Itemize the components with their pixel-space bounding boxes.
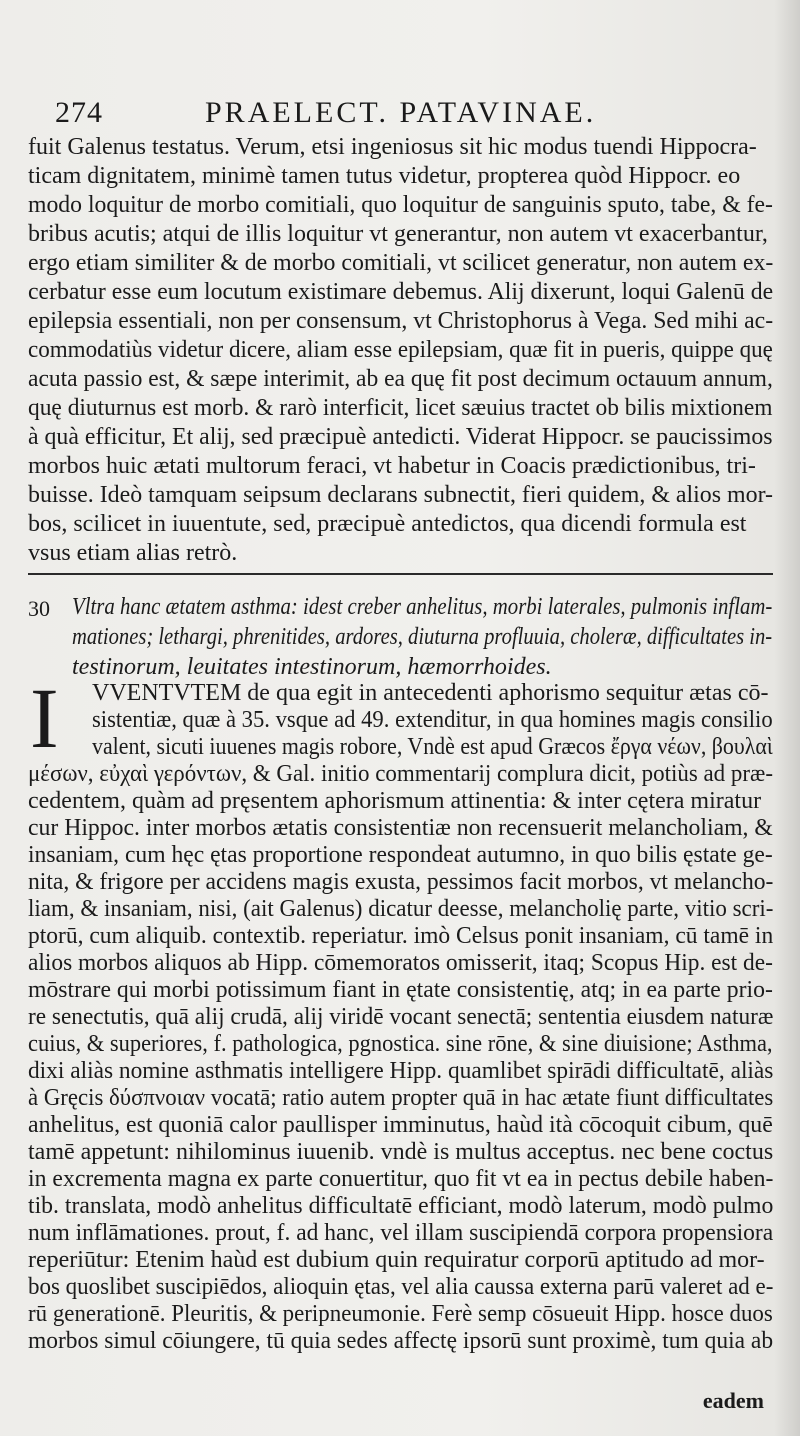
text-line: bos quoslibet suscipiēdos, alioquin ętas, vel alia caussa externa parū valeret ad e- [28,1274,774,1300]
text-line: insaniam, cum hęc ętas proportione respondeat autumno, in quo bilis ęstate ge- [28,842,773,868]
text-line: liam, & insaniam, nisi, (ait Galenus) dicatur deesse, melancholię parte, vitio scri- [28,896,774,922]
drop-cap-initial: I [30,670,59,766]
text-line: num inflāmationes. prout, f. ad hanc, vel illam suscipiendā corpora propensiora [28,1220,774,1246]
aphorism-line: testinorum, leuitates intestinorum, hæmorrhoides. [72,654,552,680]
text-line: nita, & frigore per accidens magis exusta, pessimos facit morbos, vt melancho- [28,869,774,895]
aphorism-line: mationes; lethargi, phrenitides, ardores, diuturna profluuia, choleræ, difficultates in- [72,624,773,650]
text-line: fuit Galenus testatus. Verum, etsi ingeniosus sit hic modus tuendi Hippocra- [28,134,757,160]
text-line: dixi aliàs nomine asthmatis intelligere Hipp. quamlibet spirādi difficultatē, aliàs [28,1058,774,1084]
text-line: bribus acutis; atqui de illis loquitur vt generantur, non autem vt exacerbantur, [28,221,768,247]
text-line: anhelitus, est quoniā calor paullisper imminutus, haùd ità cōcoquit cibum, quē [28,1112,773,1138]
text-line: ptorū, cum aliquib. contextib. reperiatur. imò Celsus ponit insaniam, cū tamē in [28,923,774,949]
catchword: eadem [702,1388,764,1413]
text-line: quę diuturnus est morb. & rarò interficit, licet sæuius tractet ob bilis mixtionem [28,395,773,421]
text-line: re senectutis, quā alij crudā, alij viridē vocant senectā; sententia eiusdem naturæ [28,1004,774,1030]
text-line: ergo etiam similiter & de morbo comitiali, vt scilicet generatur, non autem ex- [28,250,774,276]
text-line: commodatiùs videtur dicere, aliam esse epilepsiam, quæ fit in pueris, quippe quę [28,337,773,363]
text-line: tib. translata, modò anhelitus difficultatē efficiant, modò laterum, modò pulmo [28,1193,774,1219]
text-line: morbos simul cōiungere, tū quia sedes affectę ipsorū sunt proximè, tum quia ab [28,1328,774,1354]
aphorism-number: 30 [28,596,50,621]
text-line: epilepsia essentiali, non per consensum, vt Christophorus à Vega. Sed mihi ac- [28,308,774,334]
section-divider [28,573,773,575]
text-line: acuta passio est, & sæpe interimit, ab ea quę fit post decimum octauum annum, [28,366,773,392]
text-line: cedentem, quàm ad pręsentem aphorismum attinentia: & inter cętera miratur [28,788,762,814]
text-line: cerbatur esse eum locutum existimare debemus. Alij dixerunt, loqui Galenū de [28,279,774,305]
text-line: vsus etiam alias retrò. [28,540,238,566]
text-line: VVENTVTEM de qua egit in antecedenti aphorismo sequitur ætas cō- [92,680,769,706]
text-line: à quà efficitur, Et alij, sed præcipuè antedicti. Viderat Hippocr. se paucissimos [28,424,773,450]
text-line: sistentiæ, quæ à 35. vsque ad 49. extenditur, in qua homines magis consilio [92,707,773,733]
text-line: in excrementa magna ex parte conuertitur, quo fit vt ea in pectus debile haben- [28,1166,774,1192]
text-line: tamē appetunt: nihilominus iuuenib. vndè is multus acceptus. nec bene coctus [28,1139,774,1165]
text-line: cuius, & superiores, f. pathologica, pgnostica. sine rōne, & sine diuisione; Asthma, [28,1031,773,1057]
running-title: PRAELECT. PATAVINAE. [205,96,597,129]
page-number: 274 [55,96,103,129]
text-line: ticam dignitatem, minimè tamen tutus videtur, propterea quòd Hippocr. eo [28,163,741,189]
text-line: modo loquitur de morbo comitiali, quo loquitur de sanguinis sputo, tabe, & fe- [28,192,773,218]
text-line: morbos huic ætati multorum feraci, vt habetur in Coacis prædictionibus, tri- [28,453,756,479]
text-line: alios morbos aliquos ab Hipp. cōmemoratos omisserit, itaq; Scopus Hip. est de- [28,950,773,976]
text-line: reperiūtur: Etenim haùd est dubium quin requiratur corporū aptitudo ad mor- [28,1247,765,1273]
page-header [55,96,775,136]
text-line: μέσων, εὐχαὶ γερόντων, & Gal. initio commentarij complura dicit, potiùs ad præ- [28,761,773,787]
text-line: à Gręcis δύσπνοιαν vocatā; ratio autem propter quā in hac ætate fiunt difficultates [28,1085,774,1111]
text-line: cur Hippoc. inter morbos ætatis consistentiæ non recensuerit melancholiam, & [28,815,773,841]
text-line: mōstrare qui morbi potissimum fiant in ętate consistentię, atq; in ea parte prio- [28,977,773,1003]
aphorism-line: Vltra hanc ætatem asthma: idest creber anhelitus, morbi laterales, pulmonis inflam- [72,594,773,620]
text-line: buisse. Ideò tamquam seipsum declarans subnectit, fieri quidem, & alios mor- [28,482,774,508]
spine-shadow [774,0,800,1436]
text-line: bos, scilicet in iuuentute, sed, præcipuè antedictos, qua dicendi formula est [28,511,747,537]
text-line: valent, sicuti iuuenes magis robore, Vndè est apud Græcos ἔργα νέων, βουλαὶ [92,734,773,760]
text-line: rū generationē. Pleuritis, & peripneumonie. Ferè semp cōsueuit Hipp. hosce duos [28,1301,773,1327]
